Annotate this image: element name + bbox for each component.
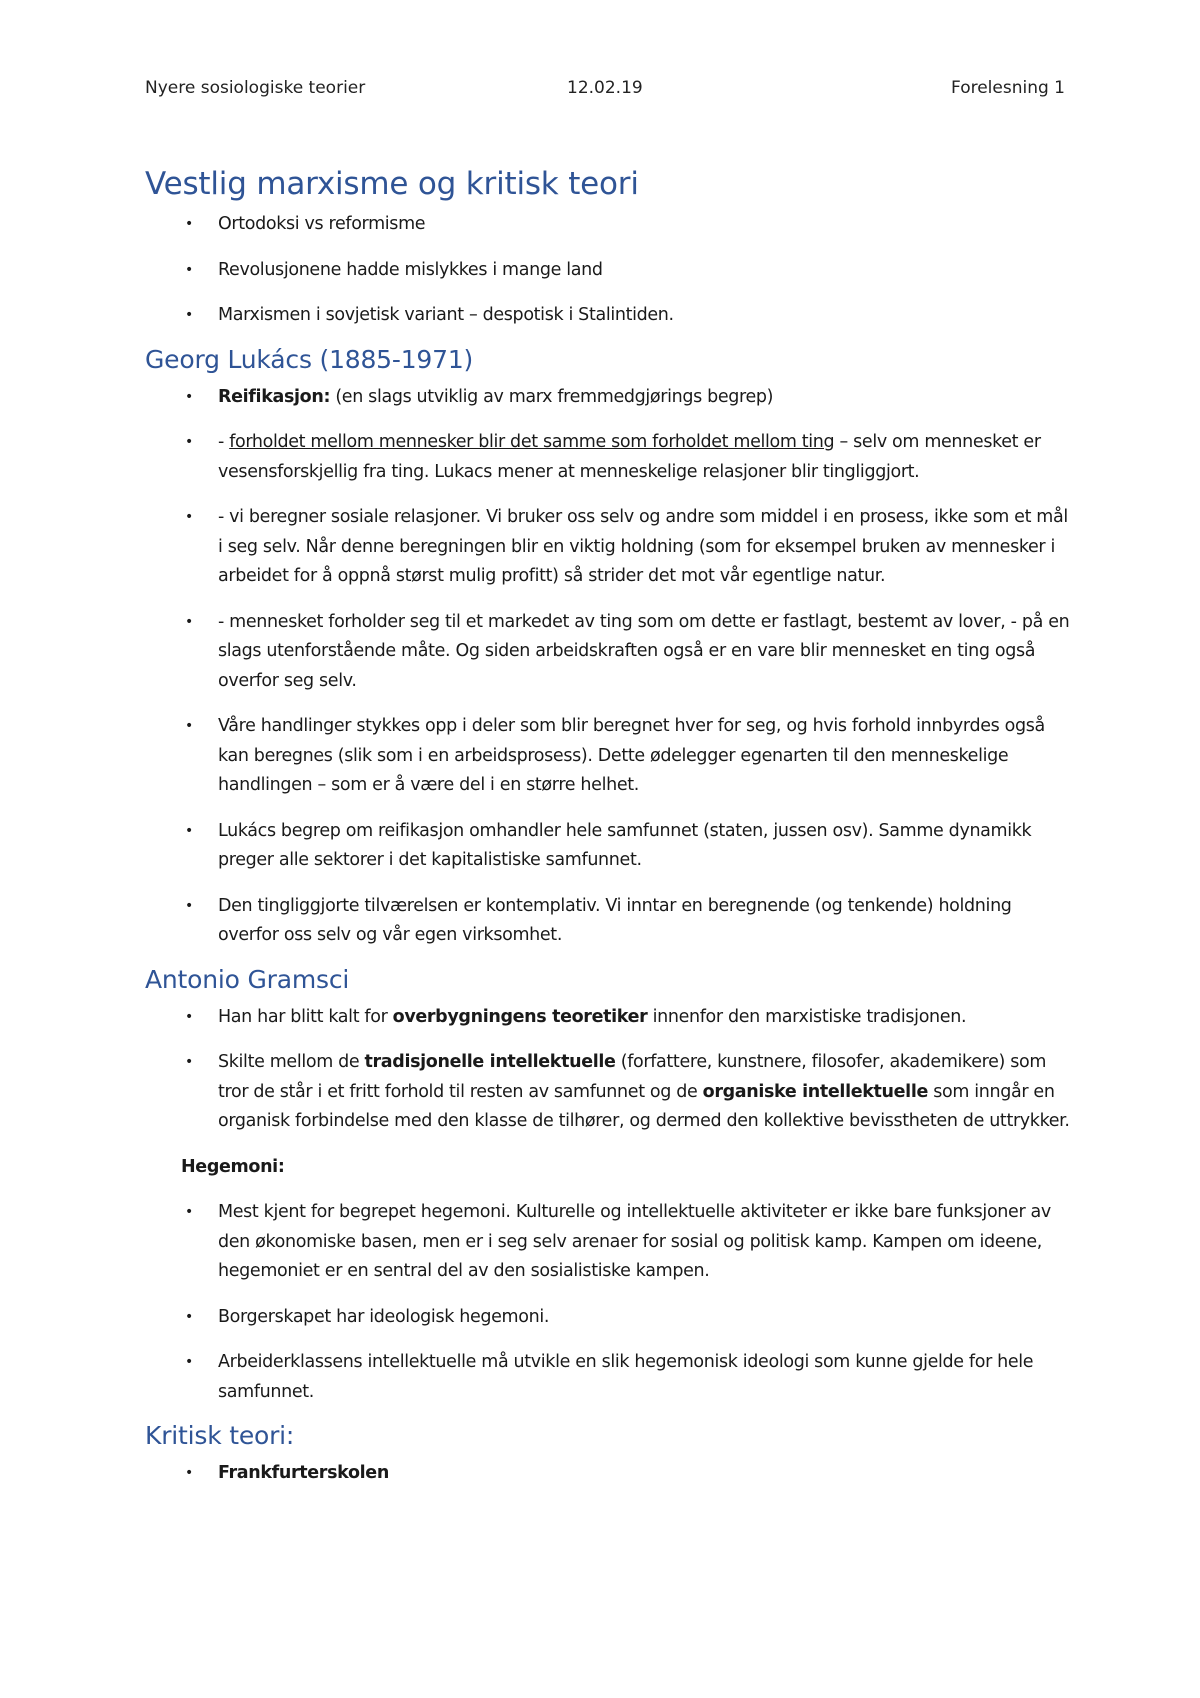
gramsci-list [145,1003,1070,1137]
heading-georg-lukacs: Georg Lukács (1885-1971) [145,344,474,374]
list-item-text: Revolusjonene hadde mislykkes i mange land [218,259,603,280]
list-item [145,817,1070,876]
list-item-text: Frankfurterskolen [218,1463,389,1483]
list-item [145,256,1070,286]
list-item [145,1003,1070,1033]
list-item-text: som inngår en organisk forbindelse med den klasse de tilhører, og dermed den kollektive bevisstheten de uttrykker. [218,1081,1070,1131]
term-organiske-intellektuelle: organiske intellektuelle [702,1081,928,1102]
marxisme-list [145,210,1070,331]
term-overbygningens-teoretiker: overbygningens teoretiker [392,1006,648,1027]
list-item [145,892,1070,951]
list-item [145,712,1070,801]
list-item [145,210,1070,240]
bullet-icon: • [185,1008,193,1025]
page-header [145,78,1065,102]
list-item [145,1348,1070,1407]
hegemoni-list [145,1198,1070,1407]
underlined-phrase: forholdet mellom mennesker blir det samme som forholdet mellom ting [229,432,835,452]
header-date: 12.02.19 [567,78,643,98]
bullet-icon: • [185,613,193,630]
list-item-text: (en slags utviklig av marx fremmedgjørings begrep) [330,386,774,407]
list-item [145,428,1070,487]
list-item-text: Ortodoksi vs reformisme [218,214,426,234]
bullet-icon: • [185,509,193,525]
kritisk-list [145,1459,1070,1489]
list-item-text: – selv om mennesket er vesensforskjellig fra ting. Lukacs mener at menneskelige relasjoner blir tingliggjort. [218,432,1041,482]
heading-vestlig-marxisme: Vestlig marxisme og kritisk teori [145,166,639,202]
list-item-text: Marxismen i sovjetisk variant – despotisk i Stalintiden. [218,305,674,325]
bullet-icon: • [185,718,193,734]
list-item-text: (forfattere, kunstnere, filosofer, akademikere) som tror de står i et fritt forhold til resten av samfunnet og de [218,1052,1047,1102]
list-item [145,383,1070,413]
bullet-icon: • [185,1465,193,1481]
heading-kritisk-teori: Kritisk teori: [145,1421,295,1450]
list-item-text: - mennesket forholder seg til et markedet av ting som om dette er fastlagt, bestemt av lover, - på en slags utenforstående måte. Og siden arbeidskraften også er en vare blir mennesket en ting også overfor seg selv. [218,611,1070,691]
list-item-text: Lukács begrep om reifikasjon omhandler hele samfunnet (staten, jussen osv). Samme dynamikk preger alle sektorer i det kapitalistiske samfunnet. [218,820,1032,870]
bullet-icon: • [185,388,193,405]
list-item-text: Han har blitt kalt for [218,1006,393,1027]
bullet-icon: • [185,1204,193,1220]
bullet-icon: • [185,1308,193,1325]
list-item-prefix: - [218,432,230,452]
term-tradisjonelle-intellektuelle: tradisjonelle intellektuelle [364,1052,616,1072]
bullet-icon: • [185,822,193,839]
bullet-icon: • [185,261,193,278]
bullet-icon: • [185,1354,193,1370]
list-item-text: Den tingliggjorte tilværelsen er kontemplativ. Vi inntar en beregnende (og tenkende) holdning overfor oss selv og vår egen virksomhet. [218,895,1012,945]
list-item [145,1198,1070,1287]
bullet-icon: • [185,307,193,323]
header-lecture-number: Forelesning 1 [951,78,1065,98]
list-item-text: Mest kjent for begrepet hegemoni. Kulturelle og intellektuelle aktiviteter er ikke bare funksjoner av den økonomiske basen, men er i seg selv arenaer for sosial og politisk kamp. Kampen om ideene, hegemoniet er en sentral del av den sosialistiske kampen. [218,1202,1051,1281]
list-item [145,1303,1070,1333]
list-item-text: Arbeiderklassens intellektuelle må utvikle en slik hegemonisk ideologi som kunne gjelde for hele samfunnet. [218,1352,1034,1402]
heading-antonio-gramsci: Antonio Gramsci [145,964,350,994]
list-item-text: Skilte mellom de [218,1052,365,1072]
bullet-icon: • [185,434,193,450]
header-course-title: Nyere sosiologiske teorier [145,78,366,98]
list-item-text: Våre handlinger stykkes opp i deler som blir beregnet hver for seg, og hvis forhold innbyrdes også kan beregnes (slik som i en arbeidsprosess). Dette ødelegger egenarten til den menneskelige handlingen – som er å være del i en større helhet. [218,716,1045,795]
list-item [145,503,1070,592]
list-item-text: Borgerskapet har ideologisk hegemoni. [218,1306,550,1327]
lukacs-list [145,383,1070,951]
subheading-hegemoni: Hegemoni: [181,1156,285,1177]
list-item-text: innenfor den marxistiske tradisjonen. [647,1006,967,1027]
bullet-icon: • [185,1054,193,1070]
list-item [145,301,1070,331]
bullet-icon: • [185,216,193,232]
list-item [145,1459,1070,1489]
term-reifikasjon: Reifikasjon: [218,386,331,407]
list-item [145,608,1070,697]
bullet-icon: • [185,897,193,914]
list-item [145,1048,1070,1137]
document-body [145,164,1070,1505]
list-item-text: - vi beregner sosiale relasjoner. Vi bruker oss selv og andre som middel i en prosess, ikke som et mål i seg selv. Når denne beregningen blir en viktig holdning (som for eksempel bruken av mennesker i arbeidet for å oppnå størst mulig profitt) så strider det mot vår egentlige natur. [218,507,1068,586]
